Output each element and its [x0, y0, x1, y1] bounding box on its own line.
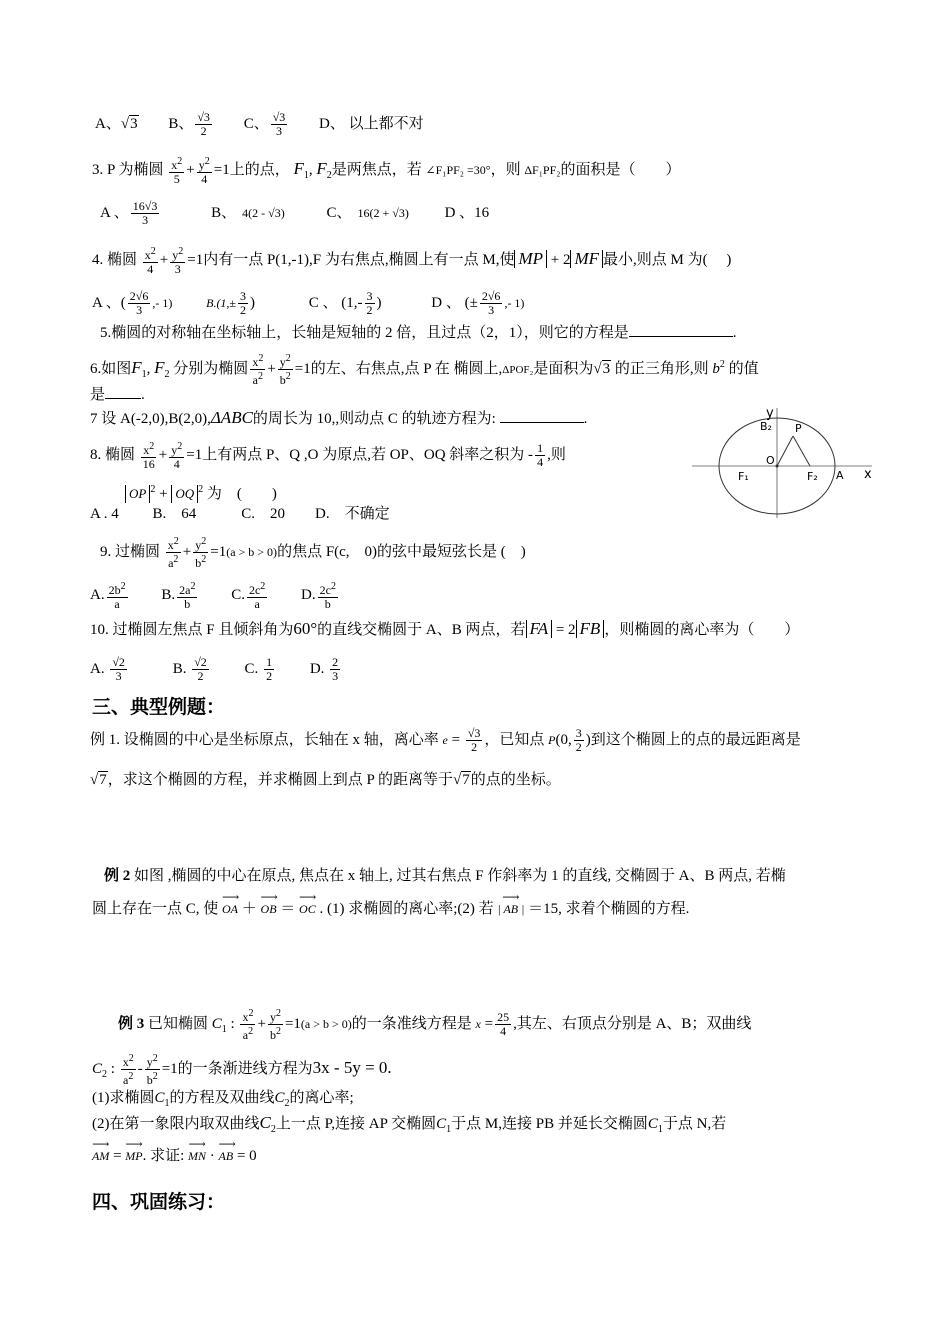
fig-label-a: A — [836, 469, 844, 482]
example-2: 例 2 如图 ,椭圆的中心在原点, 焦点在 x 轴上, 过其右焦点 F 作斜率为 1 的直线, 交椭圆于 A、B 两点, 若椭 — [104, 868, 786, 884]
fig-label-x: x — [864, 467, 872, 482]
fig-label-y: y — [766, 406, 774, 421]
q6-line2: 是 . — [90, 387, 145, 403]
example-1-line2: √7，求这个椭圆的方程，并求椭圆上到点 P 的距离等于√7的点的坐标。 — [90, 772, 561, 788]
example-3-part3: ⟶ AM = ⟶ MP. 求证: ⟶ MN · ⟶ AB = 0 — [92, 1140, 257, 1166]
q2-options: A、√3 B、 $\frac{√3}{2}$ C、 $\frac{√3}{3}$ D、 以上都不对 — [95, 110, 424, 138]
fig-label-f2: F₂ — [807, 470, 818, 483]
example-3: 例 3 已知椭圆 $C_1$ : $\frac{x^2}{a^2}$ + $\frac{y^2}{b^2}$ =1(a > b > 0)的一条准线方程是 x = $\frac{25}{4}$ ,其左、右顶点分别是 A、B；双曲线 — [118, 1008, 752, 1042]
q10-options: A. $\frac{√2}{3}$ B. $\frac{√2}{2}$ C. $\frac{1}{2}$ D. $\frac{2}{3}$ — [90, 655, 339, 683]
question-10: 10. 过椭圆左焦点 F 且倾斜角为60°的直线交椭圆于 A、B 两点，若 FA = 2 FB ，则椭圆的离心率为（ ） — [90, 619, 800, 638]
fig-label-f1: F₁ — [738, 470, 749, 483]
question-3: 3. P 为椭圆 $\frac{x^2}{5}$ + $\frac{y^2}{4}$ =1上的点， $F_1$, $F_2$是两焦点，若 ∠F₁PF₂ =30°，则 ΔF₁PF₂的面积是（ ） — [92, 156, 681, 186]
example-2-line2: 圆上存在一点 C, 使 ⟶ OA ＋ ⟶ OB ＝ ⟶ OC . (1) 求椭圆的离心率;(2) 若 ⟶ | AB | ＝15, 求着个椭圆的方程. — [92, 893, 689, 919]
question-9: 9. 过椭圆 $\frac{x^2}{a^2}$ + $\frac{y^2}{b^2}$ =1(a > b > 0)的焦点 F(c, 0)的弦中最短弦长是 ( ) — [100, 536, 526, 570]
ellipse-figure — [692, 400, 882, 520]
section-heading-4: 四、巩固练习： — [92, 1191, 226, 1213]
question-8: 8. 椭圆 $\frac{x^2}{16}$ + $\frac{y^2}{4}$ =1上有两点 P、Q ,O 为原点,若 OP、OQ 斜率之积为 - $\frac{1}{4}$ ,则 — [90, 441, 566, 471]
example-3-part1: (1)求椭圆$C_1$的方程及双曲线$C_2$的离心率; — [92, 1090, 354, 1109]
example-1: 例 1. 设椭圆的中心是坐标原点，长轴在 x 轴，离心率 e = $\frac{√3}{2}$ ，已知点 P(0, $\frac{3}{2}$ )到这个椭圆上的点的最远距离是 — [90, 726, 801, 754]
question-4: 4. 椭圆 $\frac{x^2}{4}$ + $\frac{y^2}{3}$ =1内有一点 P(1,-1),F 为右焦点,椭圆上有一点 M,使 MP + 2 MF 最小,则点 M 为( ) — [92, 246, 732, 276]
q4-options: A 、( $\frac{2√6}{3}$ ,- 1) B.(1,± $\frac{3}{2}$ ) C 、 (1,- $\frac{3}{2}$ ) D 、 (± $\frac{2√6}{3}$ ,- 1) — [92, 289, 525, 317]
example-3-part2: (2)在第一象限内取双曲线$C_2$上一点 P,连接 AP 交椭圆$C_1$于点 M,连接 PB 并延长交椭圆$C_1$于点 N,若 — [92, 1113, 727, 1135]
question-6: 6.如图$F_1$, $F_2$ 分别为椭圆 $\frac{x^2}{a^2}$ + $\frac{y^2}{b^2}$ =1的左、右焦点,点 P 在 椭圆上,ΔPOF₂是面积为√3 的正三角形,则 $b^2$ 的值 — [90, 353, 759, 387]
q8-line2: OP $^2$ + OQ $^2$ 为 ( ) — [125, 480, 277, 504]
fig-label-b2: B₂ — [760, 420, 772, 433]
fig-label-o: O — [766, 454, 775, 467]
q3-options: A 、 $\frac{16√3}{3}$ B、 4(2 - √3) C、 16(2 + √3) D 、16 — [100, 199, 490, 227]
sqrt3: √3 — [120, 115, 138, 132]
q8-options: A . 4 B. 64 C. 20 D. 不确定 — [90, 506, 390, 522]
example-3-line2: $C_2$ : $\frac{x^2}{a^2}$ - $\frac{y^2}{b^2}$ =1的一条渐进线方程为3x - 5y = 0. — [92, 1053, 392, 1087]
question-7: 7 设 A(-2,0),B(2,0),ΔABC的周长为 10,,则动点 C 的轨迹方程为: . — [90, 408, 588, 427]
question-5: 5.椭圆的对称轴在坐标轴上，长轴是短轴的 2 倍，且过点（2，1），则它的方程是 . — [100, 325, 737, 341]
fig-label-p: P — [795, 422, 802, 435]
q9-options: A. $\frac{2b^2}{a}$ B. $\frac{2a^2}{b}$ C. $\frac{2c^2}{a}$ D. $\frac{2c^2}{b}$ — [90, 581, 336, 611]
section-heading-3: 三、典型例题： — [92, 696, 226, 718]
